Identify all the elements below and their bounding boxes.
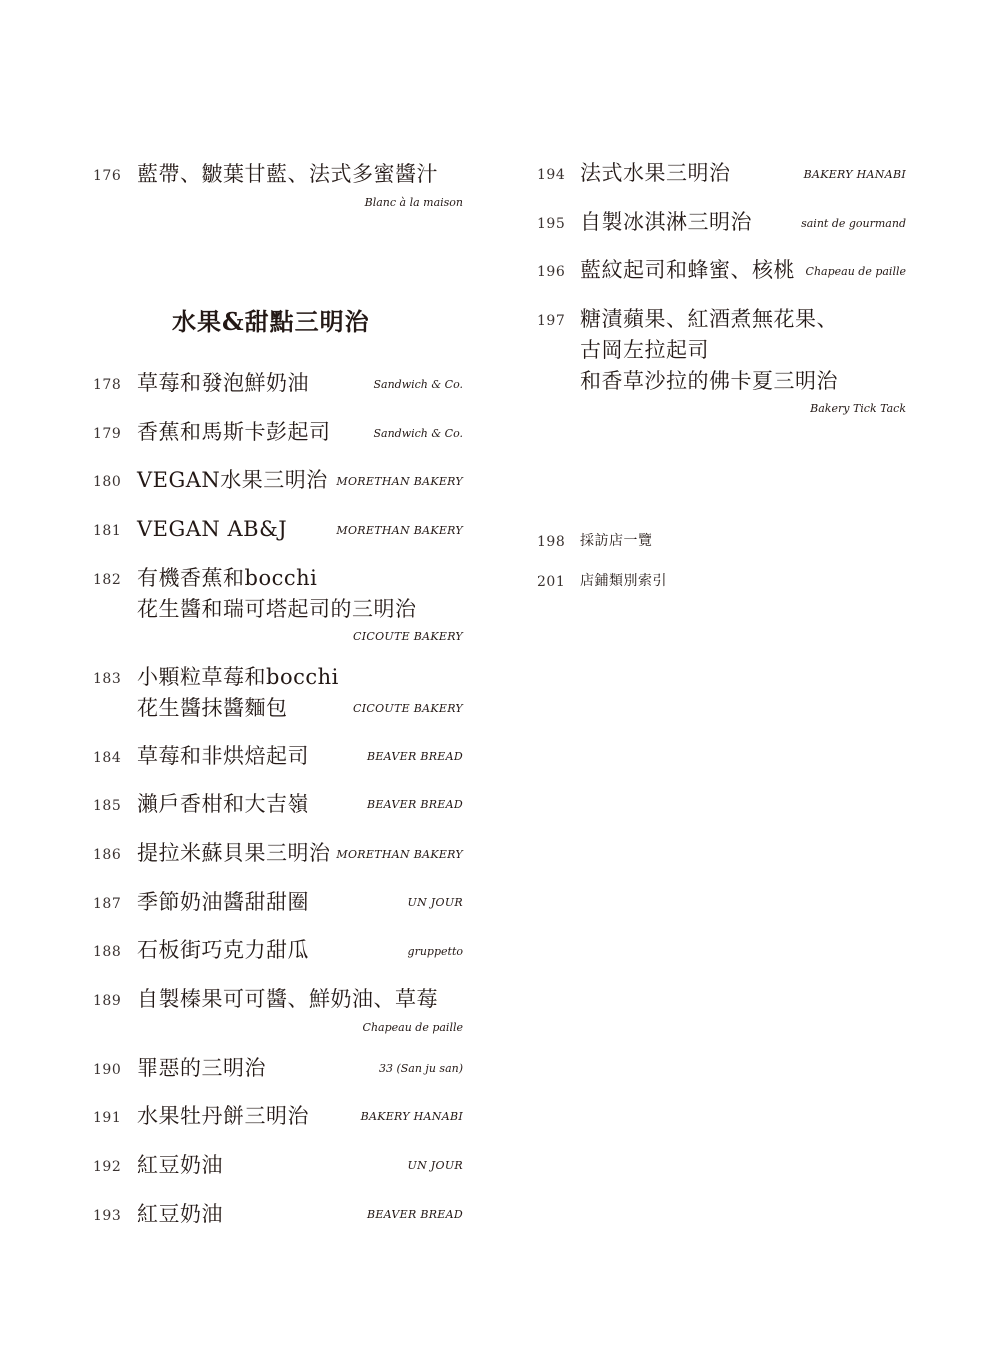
entry-page-number: 193 — [93, 1208, 122, 1224]
entry-title-line: 花生醬抹醬麵包 — [137, 696, 288, 720]
entry-title: 水果牡丹餅三明治 — [137, 1104, 309, 1128]
entry-shop: BEAVER BREAD — [366, 1208, 463, 1221]
entry-page-number: 198 — [537, 534, 566, 550]
entry-shop: 33 (San ju san) — [378, 1062, 463, 1075]
entry-page-number: 185 — [93, 798, 122, 814]
entry-title: 法式水果三明治 — [580, 161, 731, 185]
entry-shop: CICOUTE BAKERY — [352, 702, 463, 715]
entry-title-line: 小顆粒草莓和bocchi — [137, 665, 339, 689]
entry-page-number: 191 — [93, 1110, 122, 1126]
entry-shop: Bakery Tick Tack — [810, 402, 906, 415]
entry-title: 自製冰淇淋三明治 — [580, 210, 752, 234]
entry-title: 提拉米蘇貝果三明治 — [137, 841, 331, 865]
entry-page-number: 187 — [93, 896, 122, 912]
entry-title: 店鋪類別索引 — [580, 573, 667, 589]
entry-page-number: 178 — [93, 377, 122, 393]
entry-shop: UN JOUR — [407, 1159, 463, 1172]
entry-shop: MORETHAN BAKERY — [336, 524, 463, 537]
entry-shop: UN JOUR — [407, 896, 463, 909]
entry-page-number: 188 — [93, 944, 122, 960]
entry-title: 草莓和發泡鮮奶油 — [137, 371, 309, 395]
entry-page-number: 179 — [93, 426, 122, 442]
entry-title-line: 和香草沙拉的佛卡夏三明治 — [580, 369, 838, 393]
entry-page-number: 194 — [537, 167, 566, 183]
entry-shop: BAKERY HANABI — [803, 168, 906, 181]
entry-shop: gruppetto — [407, 945, 463, 958]
entry-title: VEGAN AB&J — [137, 517, 288, 541]
entry-title: 藍紋起司和蜂蜜、核桃 — [580, 258, 795, 282]
entry-title: VEGAN水果三明治 — [137, 468, 328, 492]
entry-page-number: 176 — [93, 168, 122, 184]
entry-shop: MORETHAN BAKERY — [336, 848, 463, 861]
entry-shop: BEAVER BREAD — [366, 750, 463, 763]
entry-page-number: 182 — [93, 572, 122, 588]
entry-shop: Chapeau de paille — [805, 265, 906, 278]
entry-shop: Chapeau de paille — [362, 1021, 463, 1034]
entry-page-number: 189 — [93, 993, 122, 1009]
entry-page-number: 184 — [93, 750, 122, 766]
section-heading: 水果&甜點三明治 — [172, 307, 370, 336]
entry-title: 紅豆奶油 — [137, 1153, 223, 1177]
entry-shop: MORETHAN BAKERY — [336, 475, 463, 488]
entry-page-number: 196 — [537, 264, 566, 280]
entry-page-number: 186 — [93, 847, 122, 863]
entry-title-line: 糖漬蘋果、紅酒煮無花果、 — [580, 307, 838, 331]
entry-page-number: 180 — [93, 474, 122, 490]
entry-title: 藍帶、皺葉甘藍、法式多蜜醬汁 — [137, 162, 438, 186]
entry-page-number: 201 — [537, 574, 566, 590]
entry-shop: Sandwich & Co. — [373, 378, 463, 391]
entry-title: 自製榛果可可醬、鮮奶油、草莓 — [137, 987, 438, 1011]
entry-shop: BAKERY HANABI — [360, 1110, 463, 1123]
entry-title: 紅豆奶油 — [137, 1202, 223, 1226]
entry-title: 香蕉和馬斯卡彭起司 — [137, 420, 331, 444]
entry-title: 草莓和非烘焙起司 — [137, 744, 309, 768]
entry-shop: Blanc à la maison — [364, 196, 463, 209]
entry-page-number: 197 — [537, 313, 566, 329]
entry-shop: saint de gourmand — [801, 217, 906, 230]
entry-title-line: 古岡左拉起司 — [580, 338, 709, 362]
entry-title: 罪惡的三明治 — [137, 1056, 266, 1080]
entry-page-number: 192 — [93, 1159, 122, 1175]
entry-page-number: 181 — [93, 523, 122, 539]
entry-page-number: 190 — [93, 1062, 122, 1078]
entry-shop: BEAVER BREAD — [366, 798, 463, 811]
entry-title-line: 有機香蕉和bocchi — [137, 566, 318, 590]
entry-title: 石板街巧克力甜瓜 — [137, 938, 309, 962]
entry-page-number: 195 — [537, 216, 566, 232]
entry-page-number: 183 — [93, 671, 122, 687]
entry-title: 季節奶油醬甜甜圈 — [137, 890, 309, 914]
entry-shop: Sandwich & Co. — [373, 427, 463, 440]
entry-title: 瀨戶香柑和大吉嶺 — [137, 792, 309, 816]
entry-shop: CICOUTE BAKERY — [352, 630, 463, 643]
entry-title-line: 花生醬和瑞可塔起司的三明治 — [137, 597, 417, 621]
entry-title: 採訪店一覽 — [580, 533, 653, 549]
